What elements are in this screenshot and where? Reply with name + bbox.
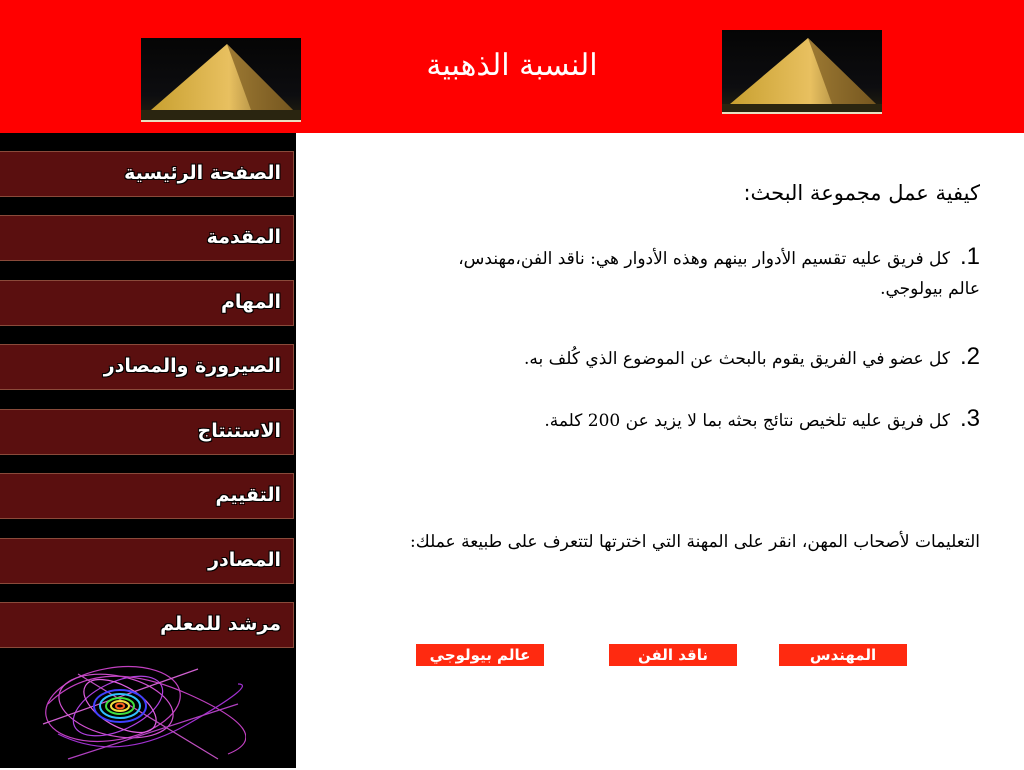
sidebar-item-label: المصادر [208,549,281,571]
sidebar-item-label: الاستنتاج [197,420,281,442]
art-critic-button[interactable]: ناقد الفن [608,643,738,667]
list-item-text: كل فريق عليه تلخيص نتائج بحثه بما لا يزيد عن 200 كلمة. [544,411,950,431]
list-item [435,242,980,304]
list-item [544,404,980,436]
pyramid-image-right [722,30,882,114]
sidebar-item-label: المهام [221,291,281,313]
page-header [0,0,1024,133]
sidebar-item-introduction[interactable] [0,215,294,261]
list-item-text: كل عضو في الفريق يقوم بالبحث عن الموضوع الذي كُلف به. [524,349,950,369]
sidebar-item-sources[interactable] [0,538,294,584]
instructions-text: التعليمات لأصحاب المهن، انقر على المهنة التي اخترتها لتتعرف على طبيعة عملك: [410,532,980,552]
sidebar-item-tasks[interactable] [0,280,294,326]
sidebar-item-conclusion[interactable] [0,409,294,455]
biologist-button[interactable]: عالم بيولوجي [415,643,545,667]
sidebar-item-label: مرشد للمعلم [160,613,281,635]
sidebar-item-home[interactable] [0,151,294,197]
sidebar-item-teacher-guide[interactable] [0,602,294,648]
list-item-number: 2. [959,343,980,370]
sidebar-item-evaluation[interactable] [0,473,294,519]
list-item-text: كل فريق عليه تقسيم الأدوار بينهم وهذه الأدوار هي: ناقد الفن،مهندس، عالم بيولوجي. [458,249,980,299]
engineer-button[interactable]: المهندس [778,643,908,667]
list-item [524,342,980,374]
sidebar-item-process[interactable] [0,344,294,390]
page-title: النسبة الذهبية [426,48,598,83]
sidebar-item-label: الصيرورة والمصادر [103,355,281,377]
pyramid-image-left [141,38,301,122]
sidebar-item-label: التقييم [215,484,281,506]
list-item-number: 1. [959,243,980,270]
sidebar-item-label: الصفحة الرئيسية [124,162,281,184]
list-item-number: 3. [959,405,980,432]
golden-spiral-image [38,664,246,770]
sidebar-item-label: المقدمة [206,226,281,248]
section-heading: كيفية عمل مجموعة البحث: [743,181,980,205]
